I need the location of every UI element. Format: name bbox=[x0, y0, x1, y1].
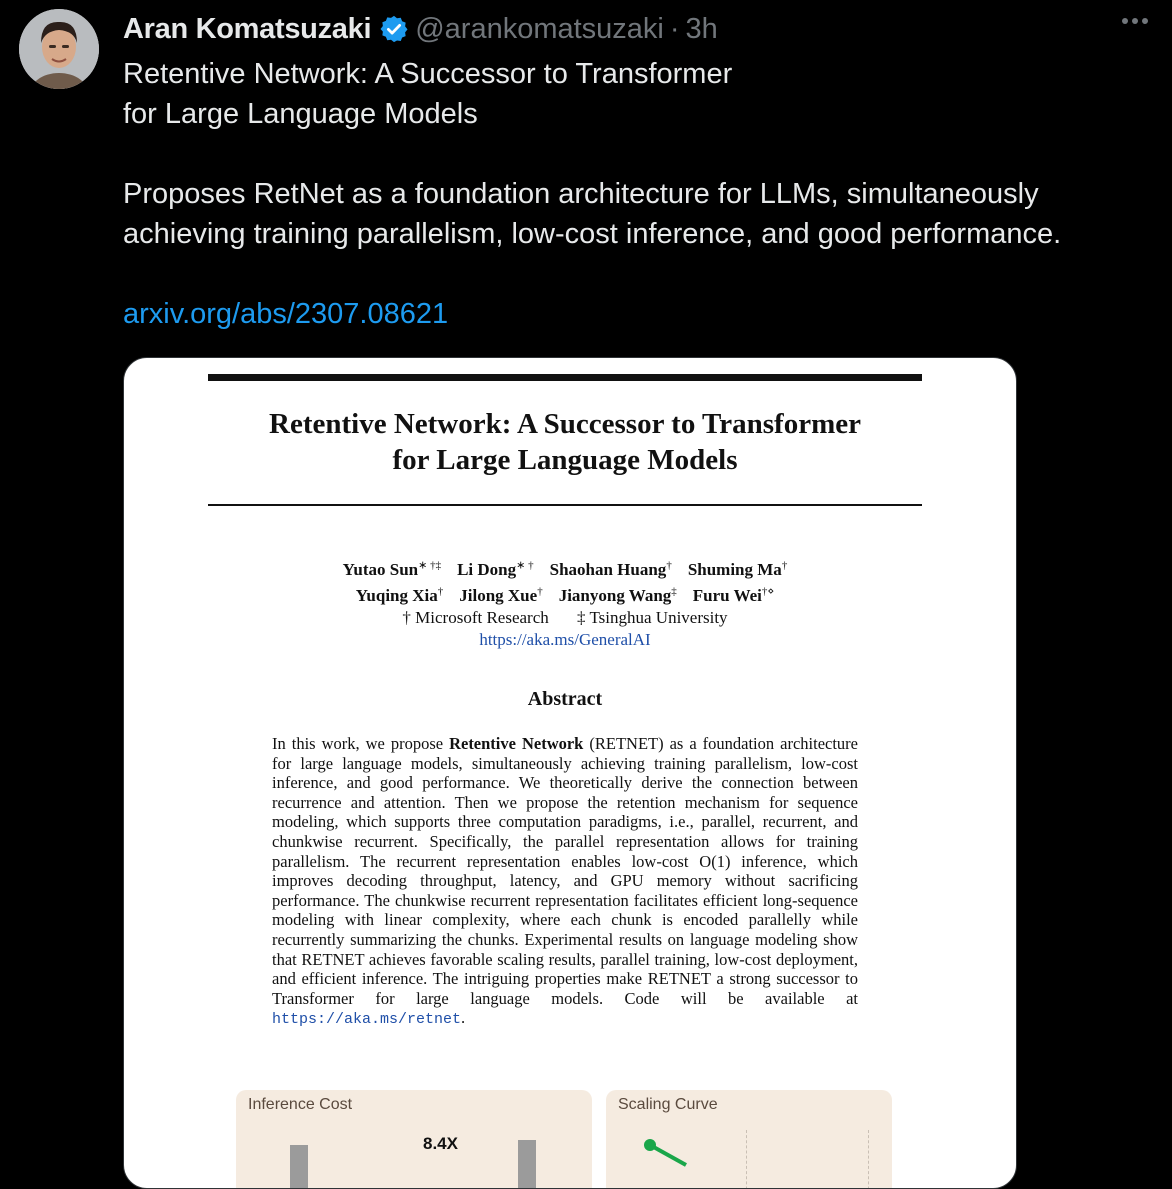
authors-row-2 bbox=[124, 581, 1006, 608]
author-name-text: Shuming Ma bbox=[687, 559, 782, 579]
abstract-body bbox=[272, 734, 858, 1030]
abstract-end: . bbox=[461, 1008, 466, 1028]
author-affiliation-mark: † bbox=[666, 559, 672, 571]
author-affiliation-mark: ∗ † bbox=[516, 559, 534, 571]
author-name-text: Yuqing Xia bbox=[355, 586, 438, 606]
arxiv-link[interactable]: arxiv.org/abs/2307.08621 bbox=[123, 298, 449, 330]
verified-badge-icon bbox=[379, 14, 409, 44]
tweet-timestamp[interactable]: 3h bbox=[685, 12, 718, 45]
title-bottom-rule bbox=[208, 504, 922, 506]
abstract-intro: In this work, we propose bbox=[272, 734, 450, 753]
paper-title-line-1: Retentive Network: A Successor to Transformer bbox=[269, 408, 861, 440]
abstract-rest: (RETNET) as a foundation architecture for large language models, simultaneously achieving training parallelism, low-cost inference, and good performance. We theoretically derive the connection between recurrence and attention. Then we propose the retention mechanism for sequence modeling, which supports three computation paradigms, i.e., parallel, recurrent, and chunkwise recurrent. Specifically, the parallel representation allows for training parallelism. The recurrent representation enables low-cost O(1) inference, which improves decoding throughput, latency, and GPU memory without sacrificing performance. The chunkwise recurrent representation facilitates efficient long-sequence modeling with linear complexity, where each chunk is encoded parallelly while recurrently summarizing the chunks. Experimental results on language modeling show that RETNET achieves favorable scaling results, parallel training, low-cost deployment, and efficient inference. The intriguing properties make RETNET a strong successor to Transformer for large language models. Code will be available at bbox=[272, 734, 858, 1008]
scaling-curve-line-icon bbox=[606, 1090, 892, 1189]
author-name[interactable]: Aran Komatsuzaki bbox=[123, 12, 372, 45]
author-name-text: Jianyong Wang bbox=[558, 586, 672, 606]
abstract-code-link: https://aka.ms/retnet bbox=[272, 1011, 462, 1029]
author-authors_row2-3 bbox=[693, 586, 775, 605]
tweet-header bbox=[123, 8, 718, 50]
tweet-title-line-2: for Large Language Models bbox=[123, 98, 478, 130]
author-affiliation-mark: † bbox=[537, 585, 543, 598]
paper-title-line-2: for Large Language Models bbox=[392, 444, 738, 476]
inference-cost-title: Inference Cost bbox=[248, 1096, 353, 1113]
author-name-text: Shaohan Huang bbox=[549, 559, 667, 579]
more-options-icon[interactable] bbox=[1122, 18, 1148, 24]
author-avatar[interactable] bbox=[19, 9, 99, 89]
author-affiliation-mark: ∗ †‡ bbox=[418, 559, 442, 571]
author-affiliation-mark: ‡ bbox=[671, 585, 677, 598]
author-authors_row2-1 bbox=[459, 586, 542, 605]
paper-authors bbox=[124, 554, 1006, 651]
author-name-text: Jilong Xue bbox=[459, 586, 538, 606]
author-affiliation-mark: †⋄ bbox=[761, 585, 775, 598]
author-authors_row1-2 bbox=[550, 560, 672, 579]
author-affiliation-mark: † bbox=[437, 585, 444, 598]
author-affiliation-mark: † bbox=[781, 559, 788, 571]
author-authors_row2-0 bbox=[356, 586, 444, 605]
authors-row-1 bbox=[124, 554, 1006, 581]
blank-line bbox=[123, 254, 1153, 294]
author-authors_row1-3 bbox=[688, 560, 788, 579]
author-name-text: Yutao Sun bbox=[342, 559, 419, 579]
tweet-body: Proposes RetNet as a foundation architecture for LLMs, simultaneously achieving training parallelism, low-cost inference, and good performance. bbox=[123, 178, 1062, 250]
tweet-title-line-1: Retentive Network: A Successor to Transformer bbox=[123, 58, 733, 90]
affiliation-microsoft: † Microsoft Research bbox=[402, 608, 549, 628]
abstract-heading: Abstract bbox=[527, 688, 603, 710]
media-image[interactable] bbox=[123, 357, 1017, 1189]
separator-dot: · bbox=[669, 12, 680, 45]
scaling-curve-title: Scaling Curve bbox=[618, 1096, 718, 1113]
inference-cost-figure bbox=[236, 1090, 592, 1189]
scaling-curve-figure bbox=[606, 1090, 892, 1189]
tweet-text bbox=[123, 54, 1153, 334]
author-authors_row1-0 bbox=[343, 560, 441, 579]
paper-title bbox=[124, 406, 1006, 478]
avatar-portrait-icon bbox=[19, 9, 99, 89]
paper-screenshot bbox=[124, 358, 1016, 1188]
author-authors_row1-1 bbox=[457, 560, 534, 579]
title-top-rule bbox=[208, 374, 922, 381]
figure-bar-label: 8.4X bbox=[423, 1134, 458, 1153]
author-authors_row2-2 bbox=[559, 586, 677, 605]
abstract-bold: Retentive Network bbox=[449, 734, 584, 753]
affiliations bbox=[124, 607, 1006, 629]
figure-bar bbox=[290, 1145, 308, 1189]
paper-url: https://aka.ms/GeneralAI bbox=[479, 630, 651, 650]
blank-line bbox=[123, 134, 1153, 174]
affiliation-tsinghua: ‡ Tsinghua University bbox=[577, 608, 728, 628]
author-name-text: Furu Wei bbox=[692, 586, 762, 606]
author-handle[interactable]: @arankomatsuzaki bbox=[415, 12, 664, 45]
author-name-text: Li Dong bbox=[457, 559, 517, 579]
